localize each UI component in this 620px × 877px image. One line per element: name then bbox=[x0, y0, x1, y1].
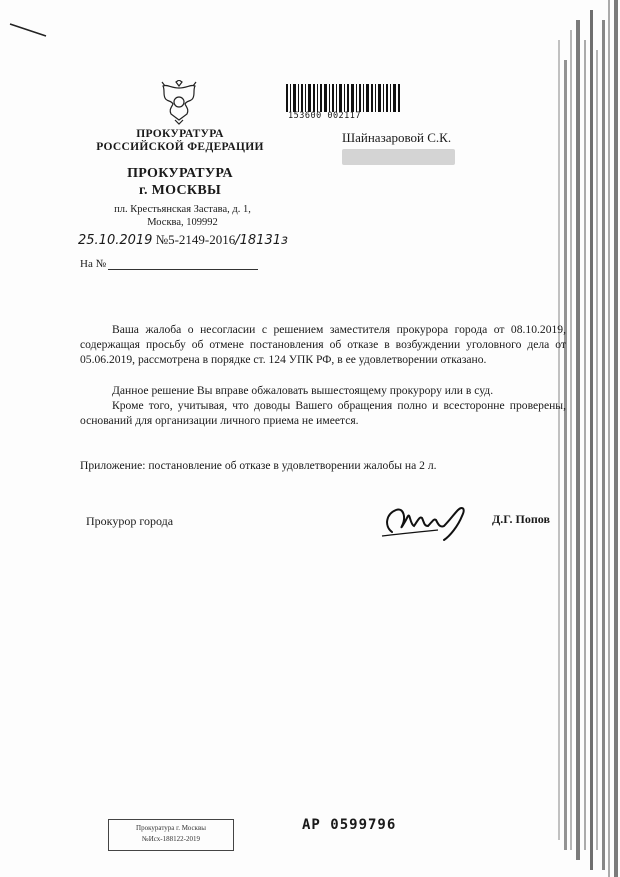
signatory-title: Прокурор города bbox=[86, 514, 174, 528]
stamp-office: Прокуратура г. Москвы bbox=[136, 824, 206, 832]
outgoing-number: №5-2149-2016 bbox=[155, 232, 236, 247]
scan-noise-stripes bbox=[498, 0, 620, 877]
handwritten-signature bbox=[378, 496, 488, 546]
stamp-number: №Исх-188122-2019 bbox=[142, 835, 200, 843]
header-org-federation: РОССИЙСКОЙ ФЕДЕРАЦИИ bbox=[96, 141, 264, 153]
reply-to-blank-line bbox=[108, 269, 258, 270]
registration-stamp bbox=[108, 819, 234, 851]
body-paragraph-reception: Кроме того, учитывая, что доводы Вашего обращения полно и всесторонне проверены, оснований для организации личного приема не имеется. bbox=[80, 399, 566, 427]
outgoing-reference bbox=[78, 232, 288, 248]
scan-edge-mark bbox=[8, 20, 48, 40]
barcode-number: 153600 002117 bbox=[288, 111, 362, 121]
signatory-name: Д.Г. Попов bbox=[492, 512, 550, 526]
barcode bbox=[286, 84, 400, 112]
header-org-top: ПРОКУРАТУРА bbox=[136, 128, 224, 140]
double-headed-eagle-emblem-icon bbox=[159, 80, 199, 126]
body-paragraph-appeal: Данное решение Вы вправе обжаловать вышестоящему прокурору или в суд. bbox=[112, 384, 494, 397]
header-org-main: ПРОКУРАТУРА bbox=[127, 166, 233, 181]
header-org-city: г. МОСКВЫ bbox=[138, 183, 222, 198]
form-serial-number: АР 0599796 bbox=[302, 817, 397, 833]
outgoing-number-handwritten: /18131з bbox=[235, 233, 288, 248]
outgoing-date: 25.10.2019 bbox=[78, 233, 153, 248]
body-paragraph-decision: Ваша жалоба о несогласии с решением заместителя прокурора города от 08.10.2019, содержащая просьбу об отмене постановления об отказе в возбуждении уголовного дела от 05.06.2019, рассмотрена в порядке ст. 124 УПК РФ, в ее удовлетворении отказано. bbox=[80, 323, 566, 366]
recipient-name: Шайназаровой С.К. bbox=[342, 130, 452, 145]
body-attachment: Приложение: постановление об отказе в удовлетворении жалобы на 2 л. bbox=[80, 459, 437, 472]
redacted-address-block bbox=[342, 149, 455, 165]
header-address-street: пл. Крестьянская Застава, д. 1, bbox=[114, 204, 251, 215]
header-address-city: Москва, 109992 bbox=[147, 217, 218, 228]
reply-to-label: На № bbox=[80, 258, 107, 270]
